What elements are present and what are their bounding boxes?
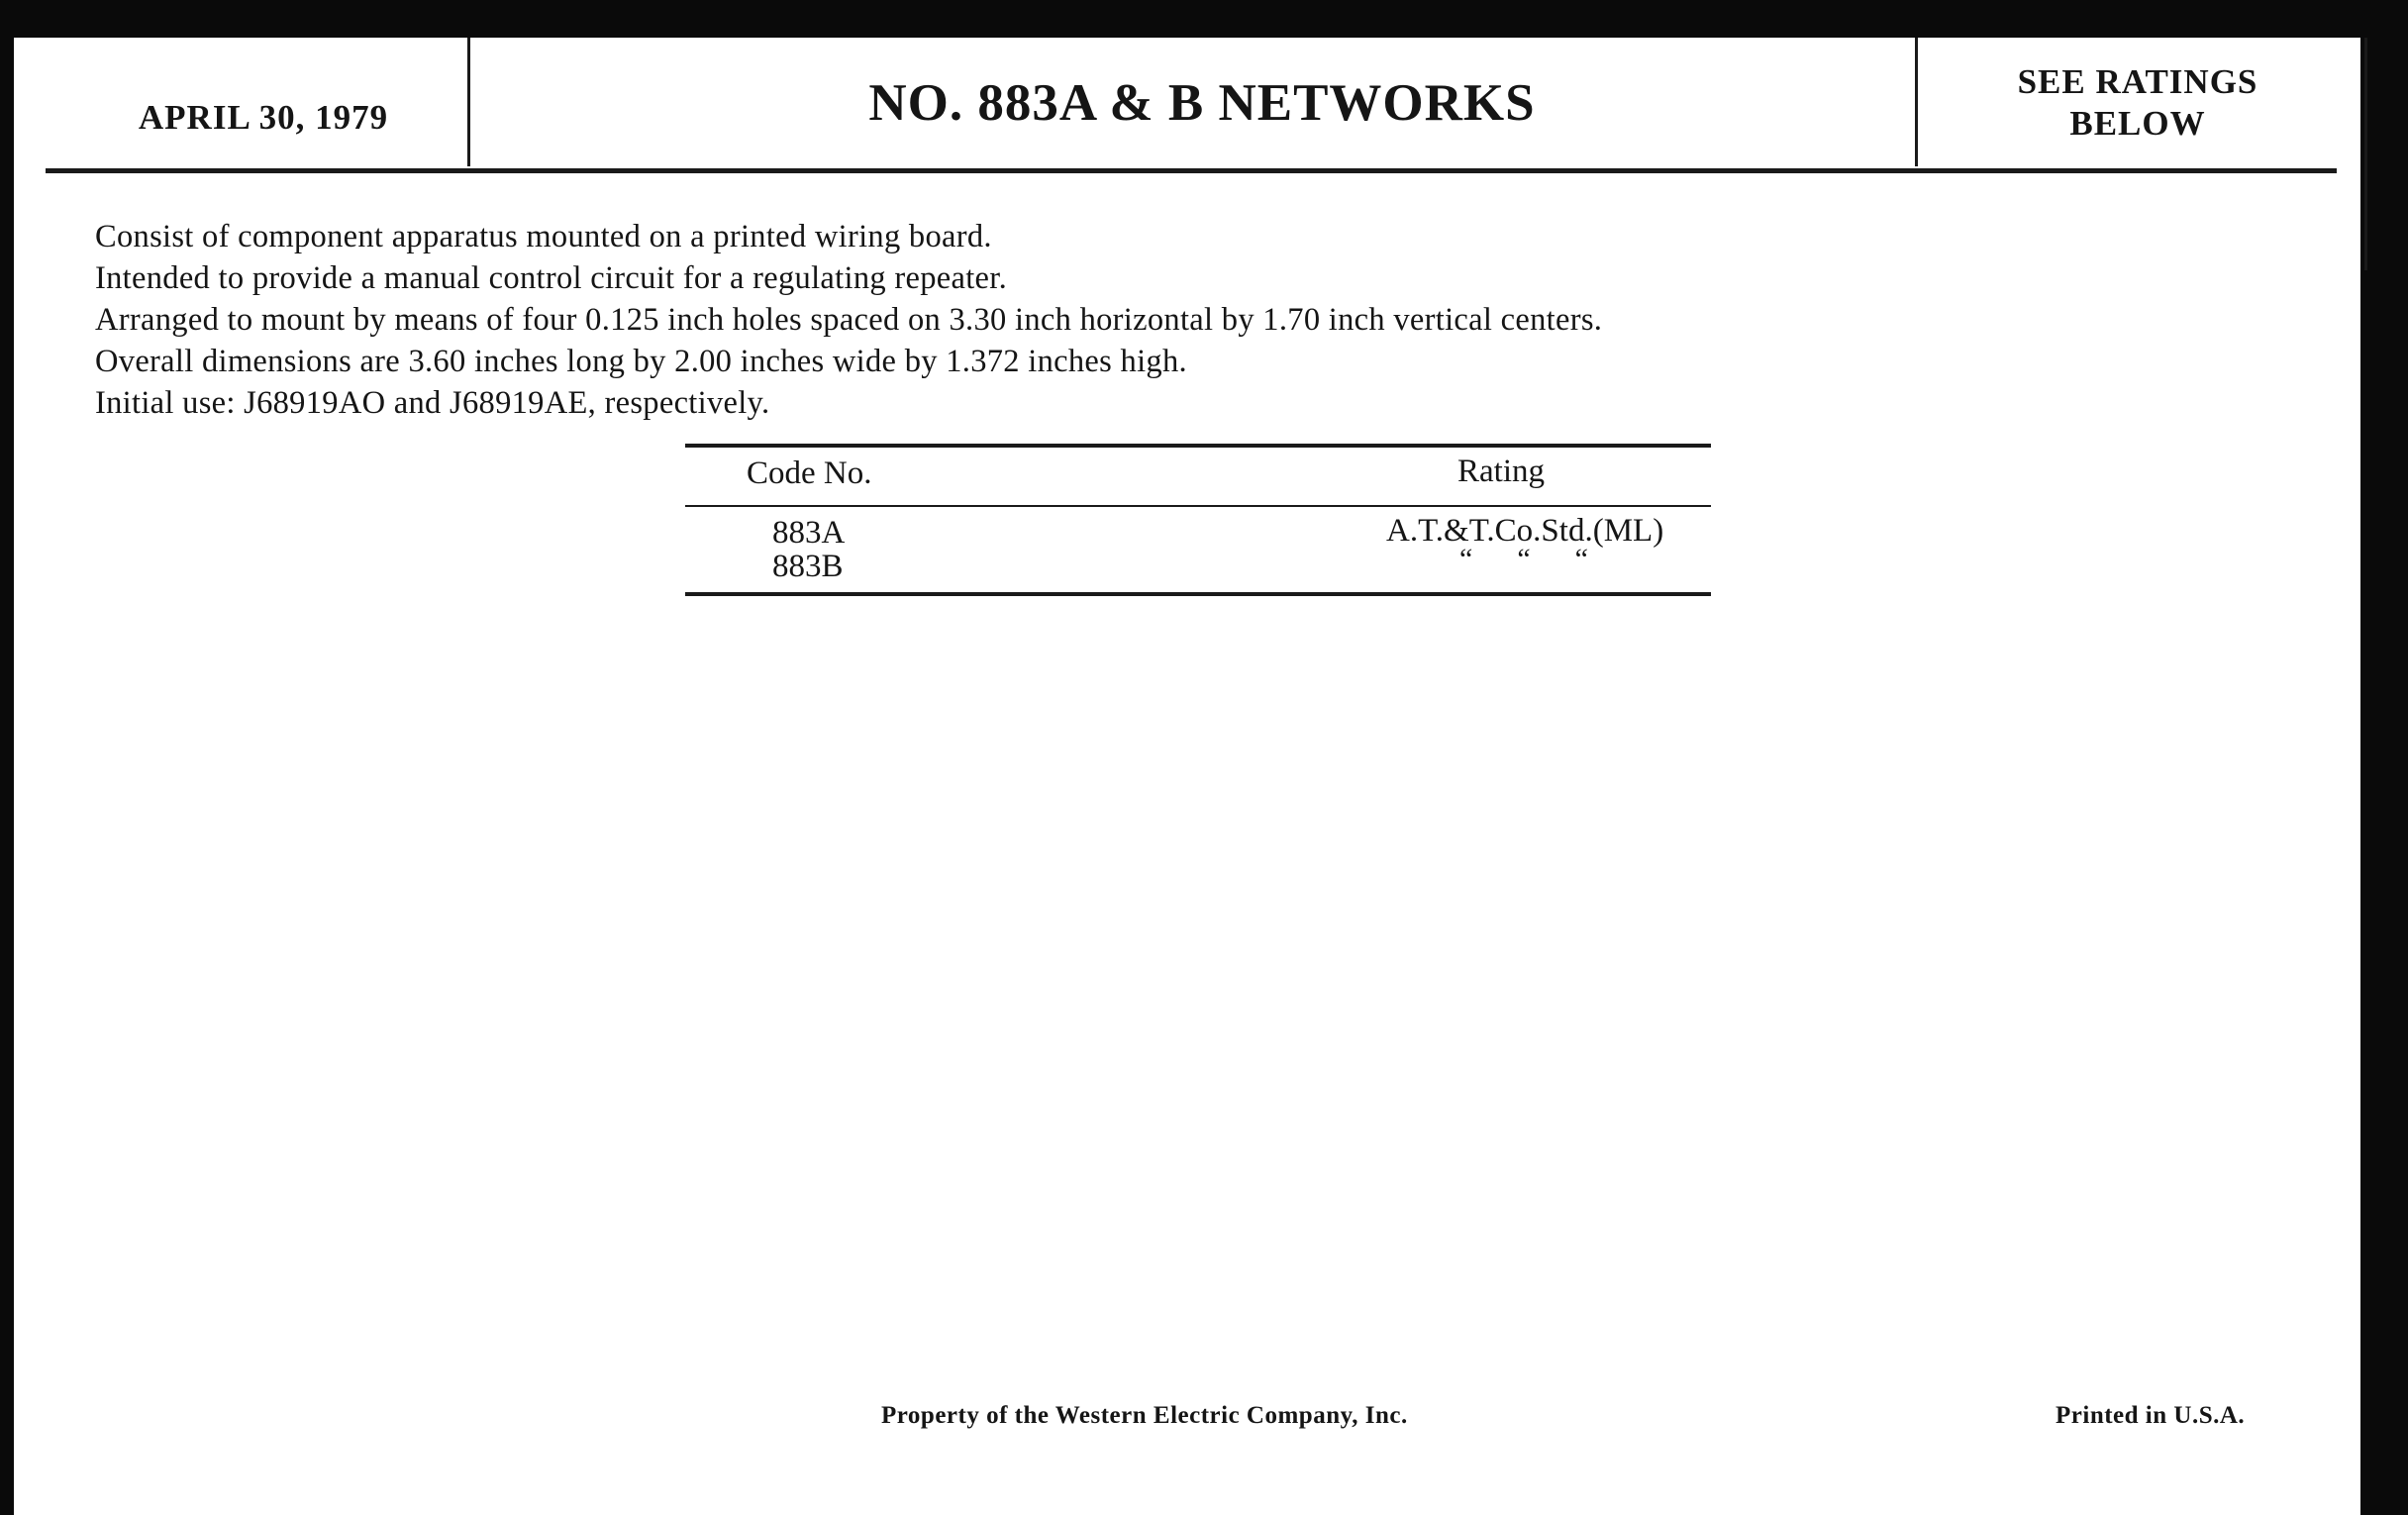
header-ratings-line1: SEE RATINGS xyxy=(2017,62,2258,101)
page-title: NO. 883A & B NETWORKS xyxy=(868,74,1536,132)
table-cell-rating-ditto: “ “ “ xyxy=(1459,543,1588,575)
table-header-rule xyxy=(685,505,1711,507)
table-cell-code: 883B xyxy=(772,549,844,584)
document-card xyxy=(14,38,2360,1515)
footer-printed: Printed in U.S.A. xyxy=(2056,1402,2246,1429)
description-line: Overall dimensions are 3.60 inches long by 2.00 inches wide by 1.372 inches high. xyxy=(95,344,1187,379)
column-header-rating: Rating xyxy=(1457,454,1545,489)
description-line: Consist of component apparatus mounted on a printed wiring board. xyxy=(95,219,992,254)
right-edge-rule xyxy=(2364,38,2367,270)
description-line: Arranged to mount by means of four 0.125 inch holes spaced on 3.30 inch horizontal by 1.70 inch vertical centers. xyxy=(95,302,1603,338)
header-rule xyxy=(46,168,2337,173)
description-line: Intended to provide a manual control circuit for a regulating repeater. xyxy=(95,260,1008,296)
table-top-rule xyxy=(685,444,1711,448)
header-ratings-line2: BELOW xyxy=(2069,104,2206,143)
header-date: APRIL 30, 1979 xyxy=(138,98,389,137)
description-line: Initial use: J68919AO and J68919AE, respectively. xyxy=(95,385,770,421)
table-bottom-rule xyxy=(685,592,1711,596)
header-divider-right xyxy=(1915,38,1918,166)
description xyxy=(95,216,2323,424)
table-cell-rating: A.T.&T.Co.Std.(ML) xyxy=(1386,513,1664,549)
column-header-code: Code No. xyxy=(747,455,872,491)
header-ratings-note xyxy=(1930,38,2346,168)
table-cell-code: 883A xyxy=(772,515,846,551)
footer-property: Property of the Western Electric Company, Inc. xyxy=(881,1402,1408,1429)
